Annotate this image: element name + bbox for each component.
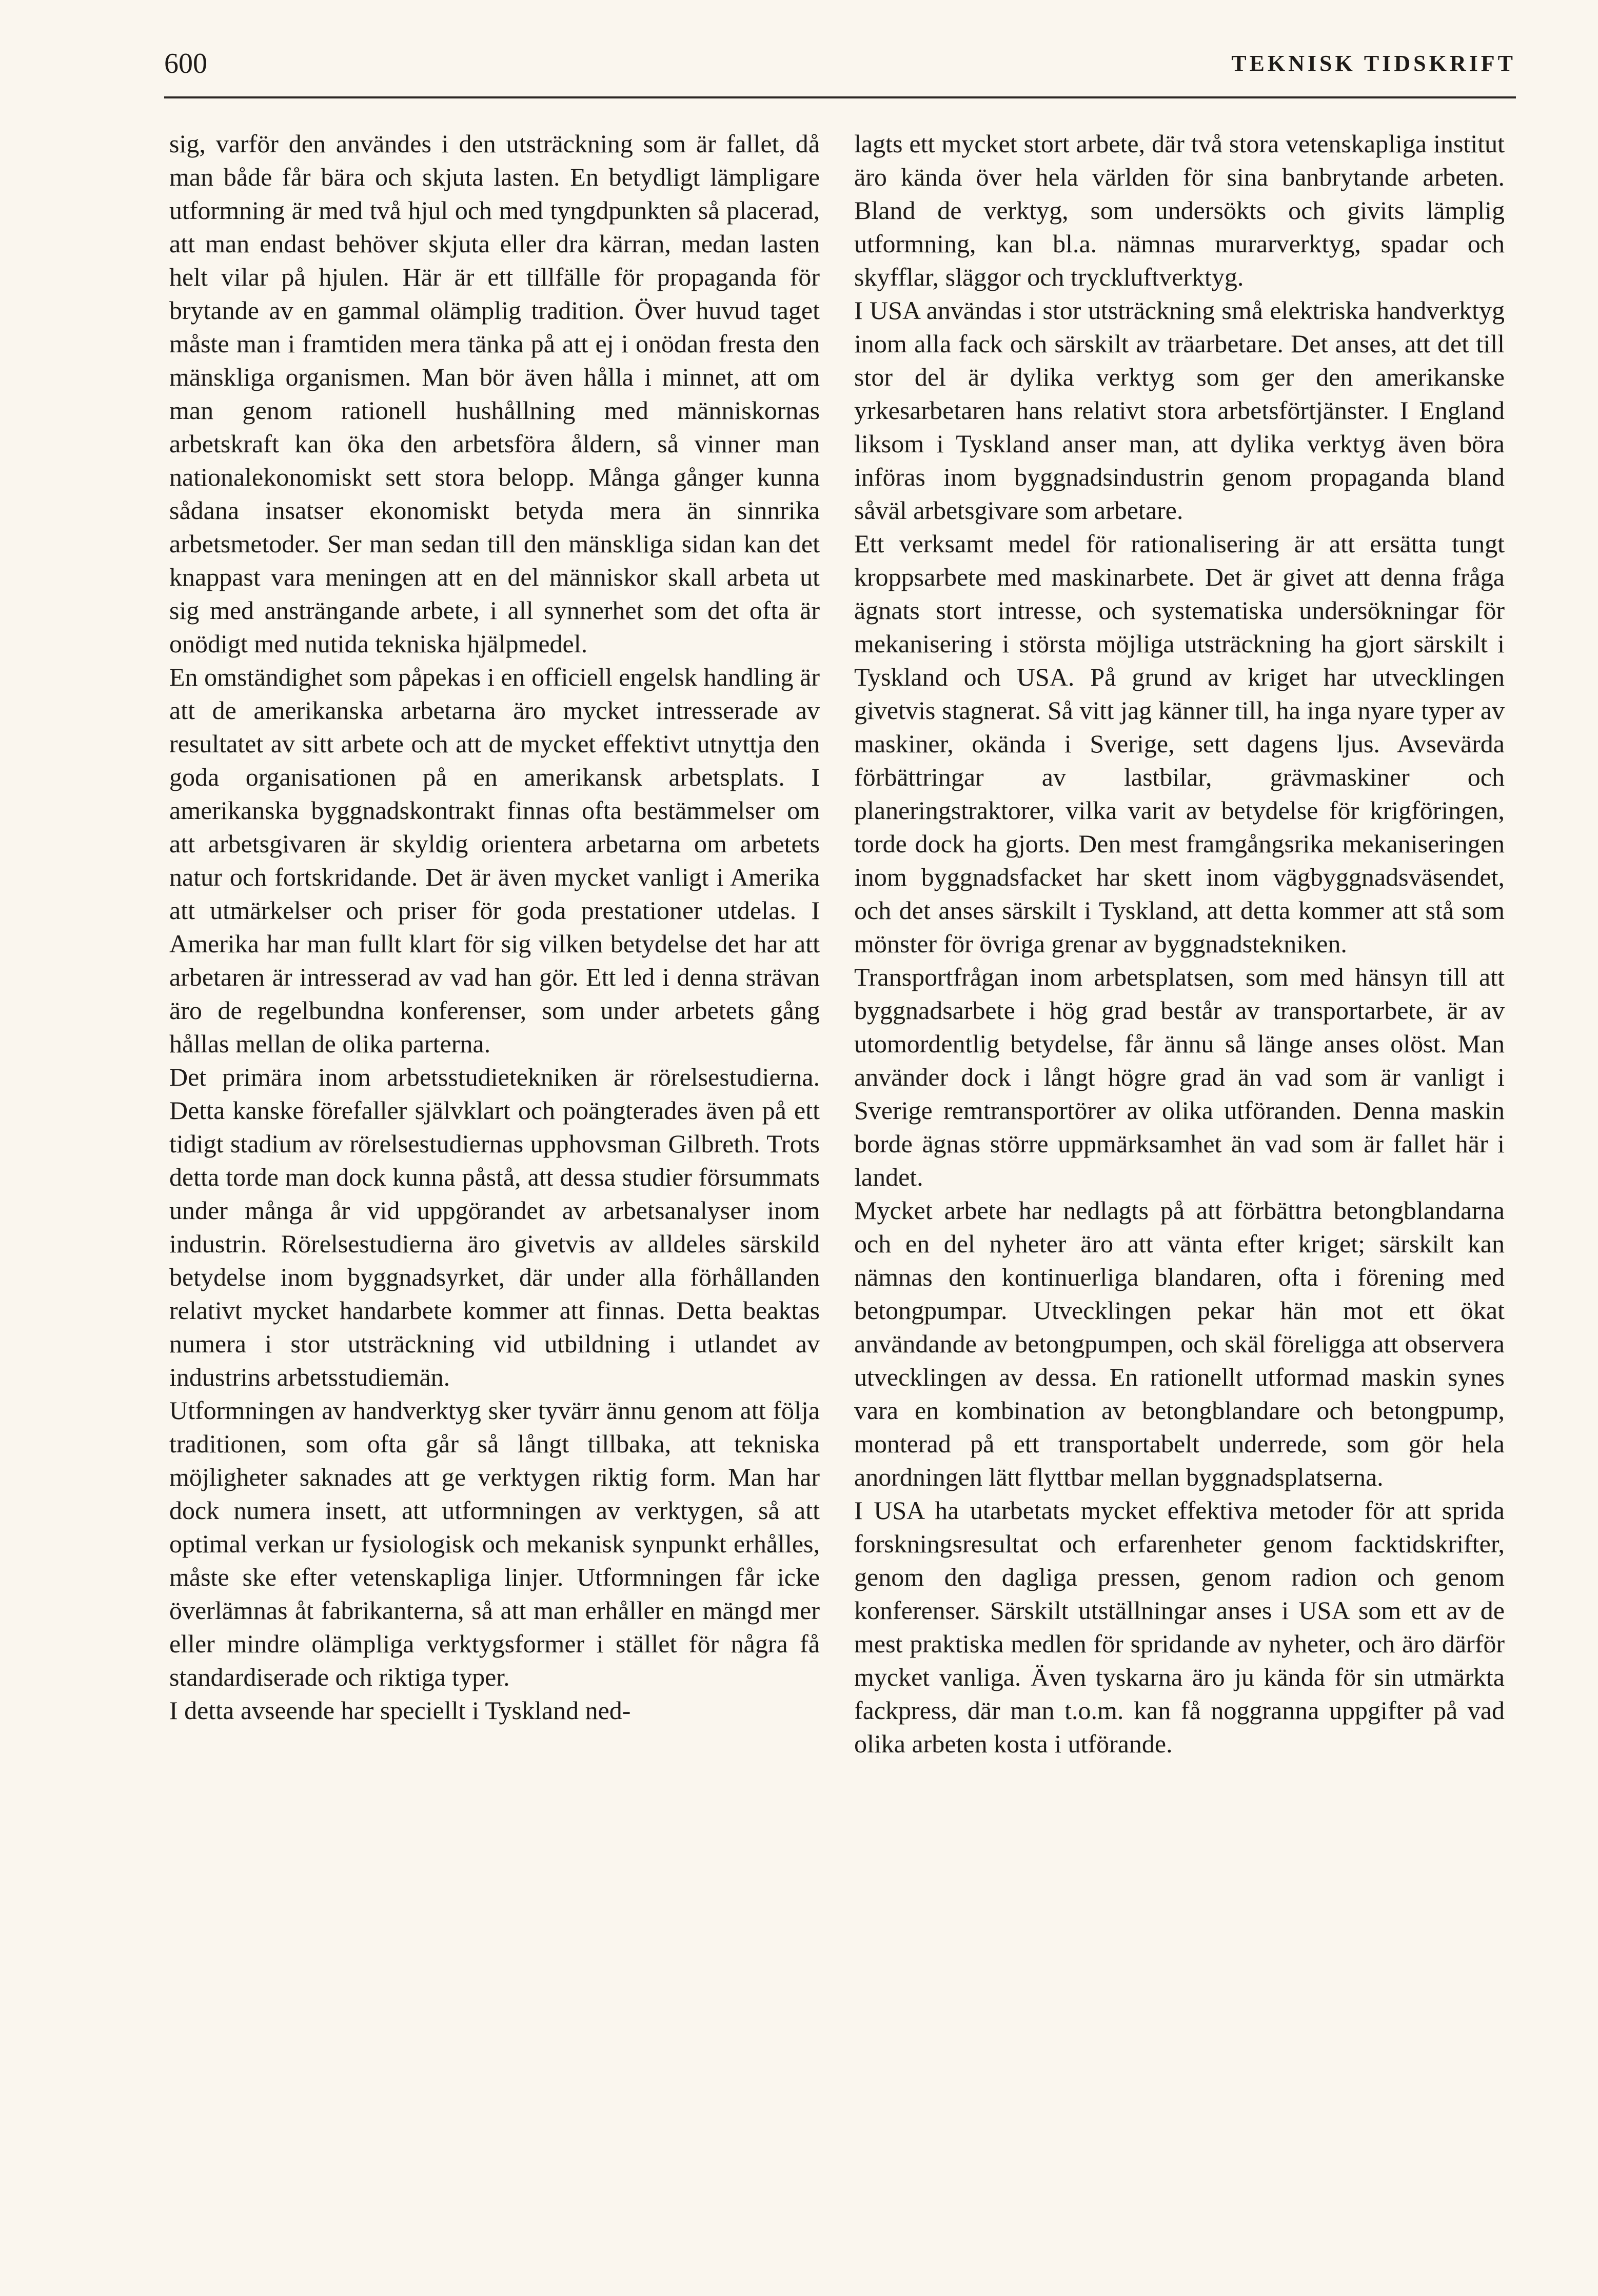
paragraph: I detta avseende har speciellt i Tyskland ned- — [169, 1696, 631, 1725]
paragraph: Utformningen av handverktyg sker tyvärr ännu genom att följa traditionen, som ofta går så långt tillbaka, att tekniska möjligheter saknades att ge verktygen riktig form. Man har dock numera insett, att utformningen av verktygen, så att optimal verkan ur fysiologisk och mekanisk synpunkt erhålles, måste ske efter vetenskapliga linjer. Utformningen får icke överlämnas åt fabrikanterna, så att man erhåller en mängd mer eller mindre olämpliga verktygsformer i stället för några få standardiserade och riktiga typer. — [169, 1396, 820, 1691]
paragraph: I USA ha utarbetats mycket effektiva metoder för att sprida forskningsresultat och erfarenheter genom facktidskrifter, genom den dagliga pressen, genom radion och genom konferenser. Särskilt utställningar anses i USA som ett av de mest praktiska medlen för spridande av nyheter, och äro därför mycket vanliga. Även tyskarna äro ju kända för sin utmärkta fackpress, där man t.o.m. kan få noggranna uppgifter på vad olika arbeten kosta i utförande. — [854, 1496, 1505, 1758]
right-column — [854, 127, 1505, 1761]
paragraph: Mycket arbete har nedlagts på att förbättra betongblandarna och en del nyheter äro att vänta efter kriget; särskilt kan nämnas den kontinuerliga blandaren, ofta i förening med betongpumpar. Utvecklingen pekar hän mot ett ökat användande av betongpumpen, och skäl föreligga att observera utvecklingen av dessa. En rationellt utformad maskin synes vara en kombination av betongblandare och betongpump, monterad på ett transportabelt underrede, som gör hela anordningen lätt flyttbar mellan byggnadsplatserna. — [854, 1196, 1505, 1491]
page-number: 600 — [164, 48, 207, 79]
page-header — [164, 45, 1516, 82]
left-column — [169, 127, 820, 1727]
paragraph: En omständighet som påpekas i en officiell engelsk handling är att de amerikanska arbetarna äro mycket intresserade av resultatet av sitt arbete och att de mycket effektivt utnyttja den goda organisationen på en amerikansk arbetsplats. I amerikanska byggnadskontrakt finnas ofta bestämmelser om att arbetsgivaren är skyldig orientera arbetarna om arbetets natur och fortskridande. Det är även mycket vanligt i Amerika att utmärkelser och priser för goda prestationer utdelas. I Amerika har man fullt klart för sig vilken betydelse det har att arbetaren är intresserad av vad han gör. Ett led i denna strävan äro de regelbundna konferenser, som under arbetets gång hållas mellan de olika parterna. — [169, 663, 820, 1058]
paragraph: lagts ett mycket stort arbete, där två stora vetenskapliga institut äro kända över hela världen för sina banbrytande arbeten. Bland de verktyg, som undersökts och givits lämplig utformning, kan bl.a. nämnas murarverktyg, spadar och skyfflar, släggor och tryckluftverktyg. — [854, 129, 1505, 291]
paragraph: Det primära inom arbetsstudietekniken är rörelsestudierna. Detta kanske förefaller självklart och poängterades även på ett tidigt stadium av rörelsestudiernas upphovsman Gilbreth. Trots detta torde man dock kunna påstå, att dessa studier försummats under många år vid uppgörandet av arbetsanalyser inom industrin. Rörelsestudierna äro givetvis av alldeles särskild betydelse inom byggnadsyrket, där under alla förhållanden relativt mycket handarbete kommer att finnas. Detta beaktas numera i stor utsträckning vid utbildning i utlandet av industrins arbetsstudiemän. — [169, 1063, 820, 1391]
paragraph: Ett verksamt medel för rationalisering är att ersätta tungt kroppsarbete med maskinarbete. Det är givet att denna fråga ägnats stort intresse, och systematiska undersökningar för mekanisering i största möjliga utsträckning ha gjort särskilt i Tyskland och USA. På grund av kriget har utvecklingen givetvis stagnerat. Så vitt jag känner till, ha inga nyare typer av maskiner, okända i Sverige, sett dagens ljus. Avsevärda förbättringar av lastbilar, grävmaskiner och planeringstraktorer, vilka varit av betydelse för krigföringen, torde dock ha gjorts. Den mest framgångsrika mekaniseringen inom byggnadsfacket har skett inom vägbyggnadsväsendet, och det anses särskilt i Tyskland, att detta kommer att stå som mönster för övriga grenar av byggnadstekniken. — [854, 529, 1505, 958]
paragraph: Transportfrågan inom arbetsplatsen, som med hänsyn till att byggnadsarbete i hög grad består av transportarbete, är av utomordentlig betydelse, får ännu så länge anses olöst. Man använder dock i långt högre grad än vad som är vanligt i Sverige remtransportörer av olika utföranden. Denna maskin borde ägnas större uppmärksamhet än vad som är fallet här i landet. — [854, 963, 1505, 1191]
header-rule — [164, 96, 1516, 98]
journal-title: TEKNISK TIDSKRIFT — [1231, 51, 1516, 76]
paragraph: sig, varför den användes i den utsträckning som är fallet, då man både får bära och skjuta lasten. En betydligt lämpligare utformning är med två hjul och med tyngdpunkten så placerad, att man endast behöver skjuta eller dra kärran, medan lasten helt vilar på hjulen. Här är ett tillfälle för propaganda för brytande av en gammal olämplig tradition. Över huvud taget måste man i framtiden mera tänka på att ej i onödan fresta den mänskliga organismen. Man bör även hålla i minnet, att om man genom rationell hushållning med människornas arbetskraft kan öka den arbetsföra åldern, så vinner man nationalekonomiskt sett stora belopp. Många gånger kunna sådana insatser ekonomiskt betyda mera än sinnrika arbetsmetoder. Ser man sedan till den mänskliga sidan kan det knappast vara meningen att en del människor skall arbeta ut sig med ansträngande arbete, i all synnerhet som det ofta är onödigt med nutida tekniska hjälpmedel. — [169, 129, 820, 658]
paragraph: I USA användas i stor utsträckning små elektriska handverktyg inom alla fack och särskilt av träarbetare. Det anses, att det till stor del är dylika verktyg som ger den amerikanske yrkesarbetaren hans relativt stora arbetsförtjänster. I England liksom i Tyskland anser man, att dylika verktyg även böra införas inom byggnadsindustrin genom propaganda bland såväl arbetsgivare som arbetare. — [854, 296, 1505, 525]
